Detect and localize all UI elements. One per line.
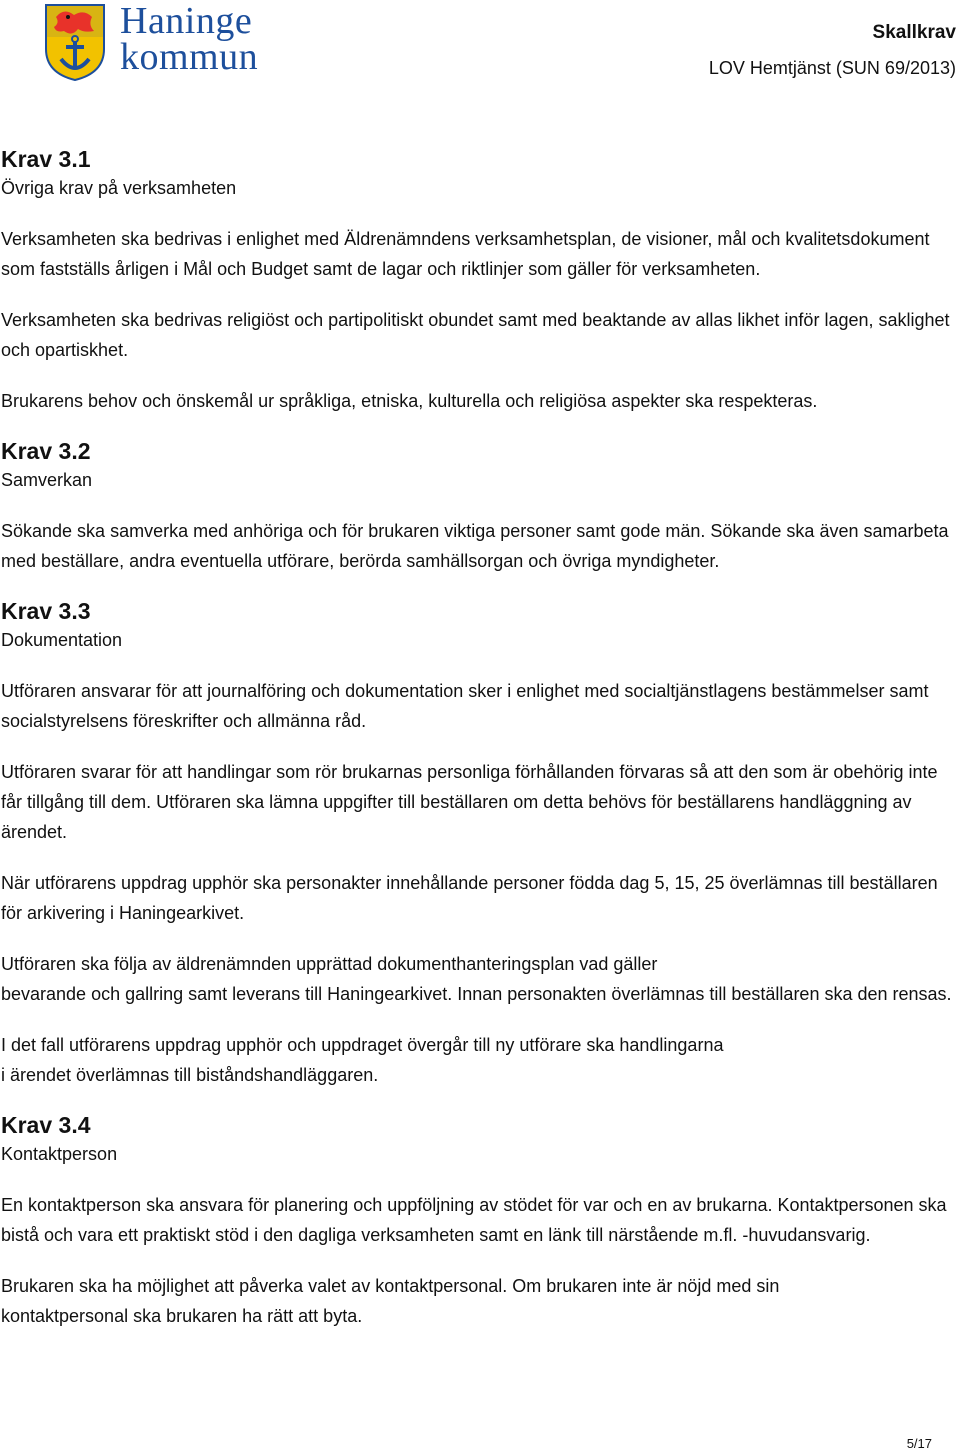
document-reference: LOV Hemtjänst (SUN 69/2013)	[708, 58, 956, 78]
section-subtitle: Dokumentation	[1, 630, 123, 650]
page-number: 5/17	[906, 1436, 932, 1451]
section-subtitle: Övriga krav på verksamheten	[1, 178, 237, 198]
paragraph: Sökande ska samverka med anhöriga och för brukaren viktiga personer samt gode män. Sökande ska även samarbeta med beställare, andra eventuella utförare, berörda samhällsorgan och övriga myndigheter.	[1, 521, 949, 571]
section-krav-3-2	[1, 437, 956, 576]
paragraph: Verksamheten ska bedrivas religiöst och partipolitiskt obundet samt med beaktande av allas likhet inför lagen, saklighet och opartiskhet.	[1, 310, 950, 360]
haninge-kommun-logo	[44, 0, 284, 83]
paragraph: I det fall utförarens uppdrag upphör och uppdraget övergår till ny utförare ska handlingarna i ärendet överlämnas till biståndshandläggaren.	[1, 1035, 724, 1085]
section-heading: Krav 3.2	[1, 438, 91, 464]
section-krav-3-4	[1, 1111, 956, 1331]
paragraph: Utföraren ska följa av äldrenämnden upprättad dokumenthanteringsplan vad gäller bevarande och gallring samt leverans till Haningearkivet. Innan personakten överlämnas till beställaren ska den rensas.	[1, 954, 952, 1004]
section-heading: Krav 3.3	[1, 598, 91, 624]
section-krav-3-1	[1, 145, 956, 416]
paragraph: Utföraren svarar för att handlingar som rör brukarnas personliga förhållanden förvaras så att den som är obehörig inte får tillgång till dem. Utföraren ska lämna uppgifter till beställaren om detta behövs för beställarens handläggning av ärendet.	[1, 762, 938, 842]
section-subtitle: Kontaktperson	[1, 1144, 118, 1164]
paragraph: Brukarens behov och önskemål ur språkliga, etniska, kulturella och religiösa aspekter ska respekteras.	[1, 391, 818, 411]
section-heading: Krav 3.4	[1, 1112, 91, 1138]
document-label: Skallkrav	[872, 22, 956, 43]
section-heading: Krav 3.1	[1, 146, 91, 172]
paragraph: När utförarens uppdrag upphör ska personakter innehållande personer födda dag 5, 15, 25 överlämnas till beställaren för arkivering i Haningearkivet.	[1, 873, 938, 923]
paragraph: En kontaktperson ska ansvara för planering och uppföljning av stödet för var och en av brukarna. Kontaktpersonen ska bistå och vara ett praktiskt stöd i den dagliga verksamheten samt en länk till närstående m.fl. -huvudansvarig.	[1, 1195, 947, 1245]
coat-of-arms-icon	[44, 3, 106, 81]
paragraph: Utföraren ansvarar för att journalföring och dokumentation sker i enlighet med socialtjänstlagens bestämmelser samt socialstyrelsens föreskrifter och allmänna råd.	[1, 681, 929, 731]
logo-text-line2: kommun	[120, 36, 259, 78]
section-krav-3-3	[1, 597, 956, 1090]
section-subtitle: Samverkan	[1, 470, 93, 490]
document-body	[1, 145, 956, 1352]
logo-wordmark	[120, 0, 259, 78]
page-header	[0, 0, 960, 100]
paragraph: Brukaren ska ha möjlighet att påverka valet av kontaktpersonal. Om brukaren inte är nöjd med sin kontaktpersonal ska brukaren ha rätt att byta.	[1, 1276, 780, 1326]
paragraph: Verksamheten ska bedrivas i enlighet med Äldrenämndens verksamhetsplan, de visioner, mål och kvalitetsdokument som fastställs årligen i Mål och Budget samt de lagar och riktlinjer som gäller för verksamheten.	[1, 229, 930, 279]
logo-text-line1: Haninge	[120, 0, 253, 42]
header-meta	[709, 20, 956, 80]
